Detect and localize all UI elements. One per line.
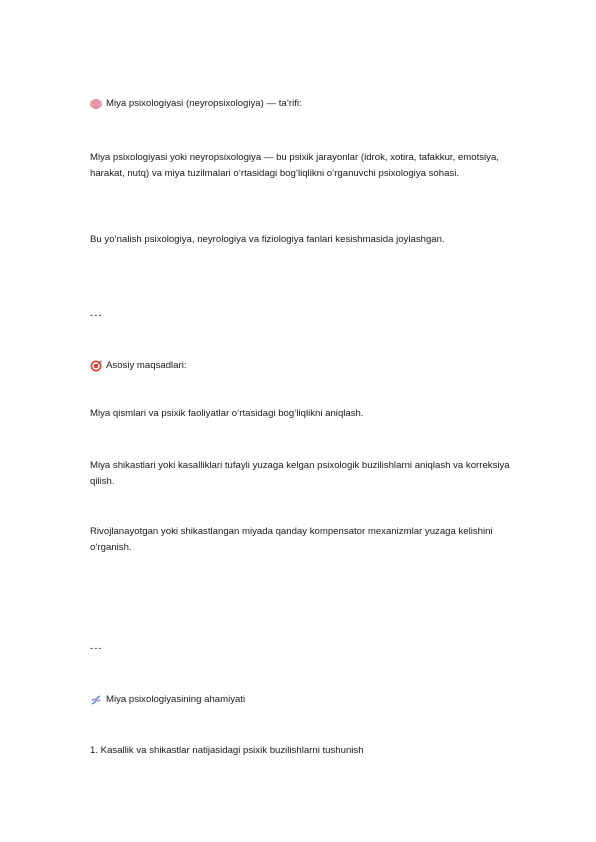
goals-title: Asosiy maqsadlari: <box>106 360 187 371</box>
definition-paragraph-2: Bu yo‘nalish psixologiya, neyrologiya va fiziologiya fanlari kesishmasida joylashgan. <box>90 234 445 245</box>
separator-2: --- <box>90 643 103 654</box>
target-icon <box>90 360 102 372</box>
dna-icon <box>90 694 102 706</box>
goals-paragraph-1: Miya qismlari va psixik faoliyatlar o‘rtasidagi bog‘liqlikni aniqlash. <box>90 408 364 419</box>
importance-item-1: 1. Kasallik va shikastlar natijasidagi psixik buzilishlarni tushunish <box>90 745 364 756</box>
definition-title: Miya psixologiyasi (neyropsixologiya) — ta’rifi: <box>106 98 302 109</box>
definition-paragraph-1: Miya psixologiyasi yoki neyropsixologiya — bu psixik jarayonlar (idrok, xotira, tafakkur, emotsiya, harakat, nutq) va miya tuzilmalari o‘rtasidagi bog‘liqlikni o‘rganuvchi psixologiya sohasi. <box>90 152 499 179</box>
brain-icon <box>90 98 102 110</box>
importance-heading <box>90 692 510 708</box>
goals-paragraph-2: Miya shikastlari yoki kasalliklari tufayli yuzaga kelgan psixologik buzilishlarni aniqlash va korreksiya qilish. <box>90 460 510 487</box>
definition-heading <box>90 96 510 112</box>
separator-1: --- <box>90 310 103 321</box>
goals-paragraph-3: Rivojlanayotgan yoki shikastlangan miyada qanday kompensator mexanizmlar yuzaga kelishini o‘rganish. <box>90 526 493 553</box>
goals-heading <box>90 358 510 374</box>
importance-title: Miya psixologiyasining ahamiyati <box>106 694 246 705</box>
